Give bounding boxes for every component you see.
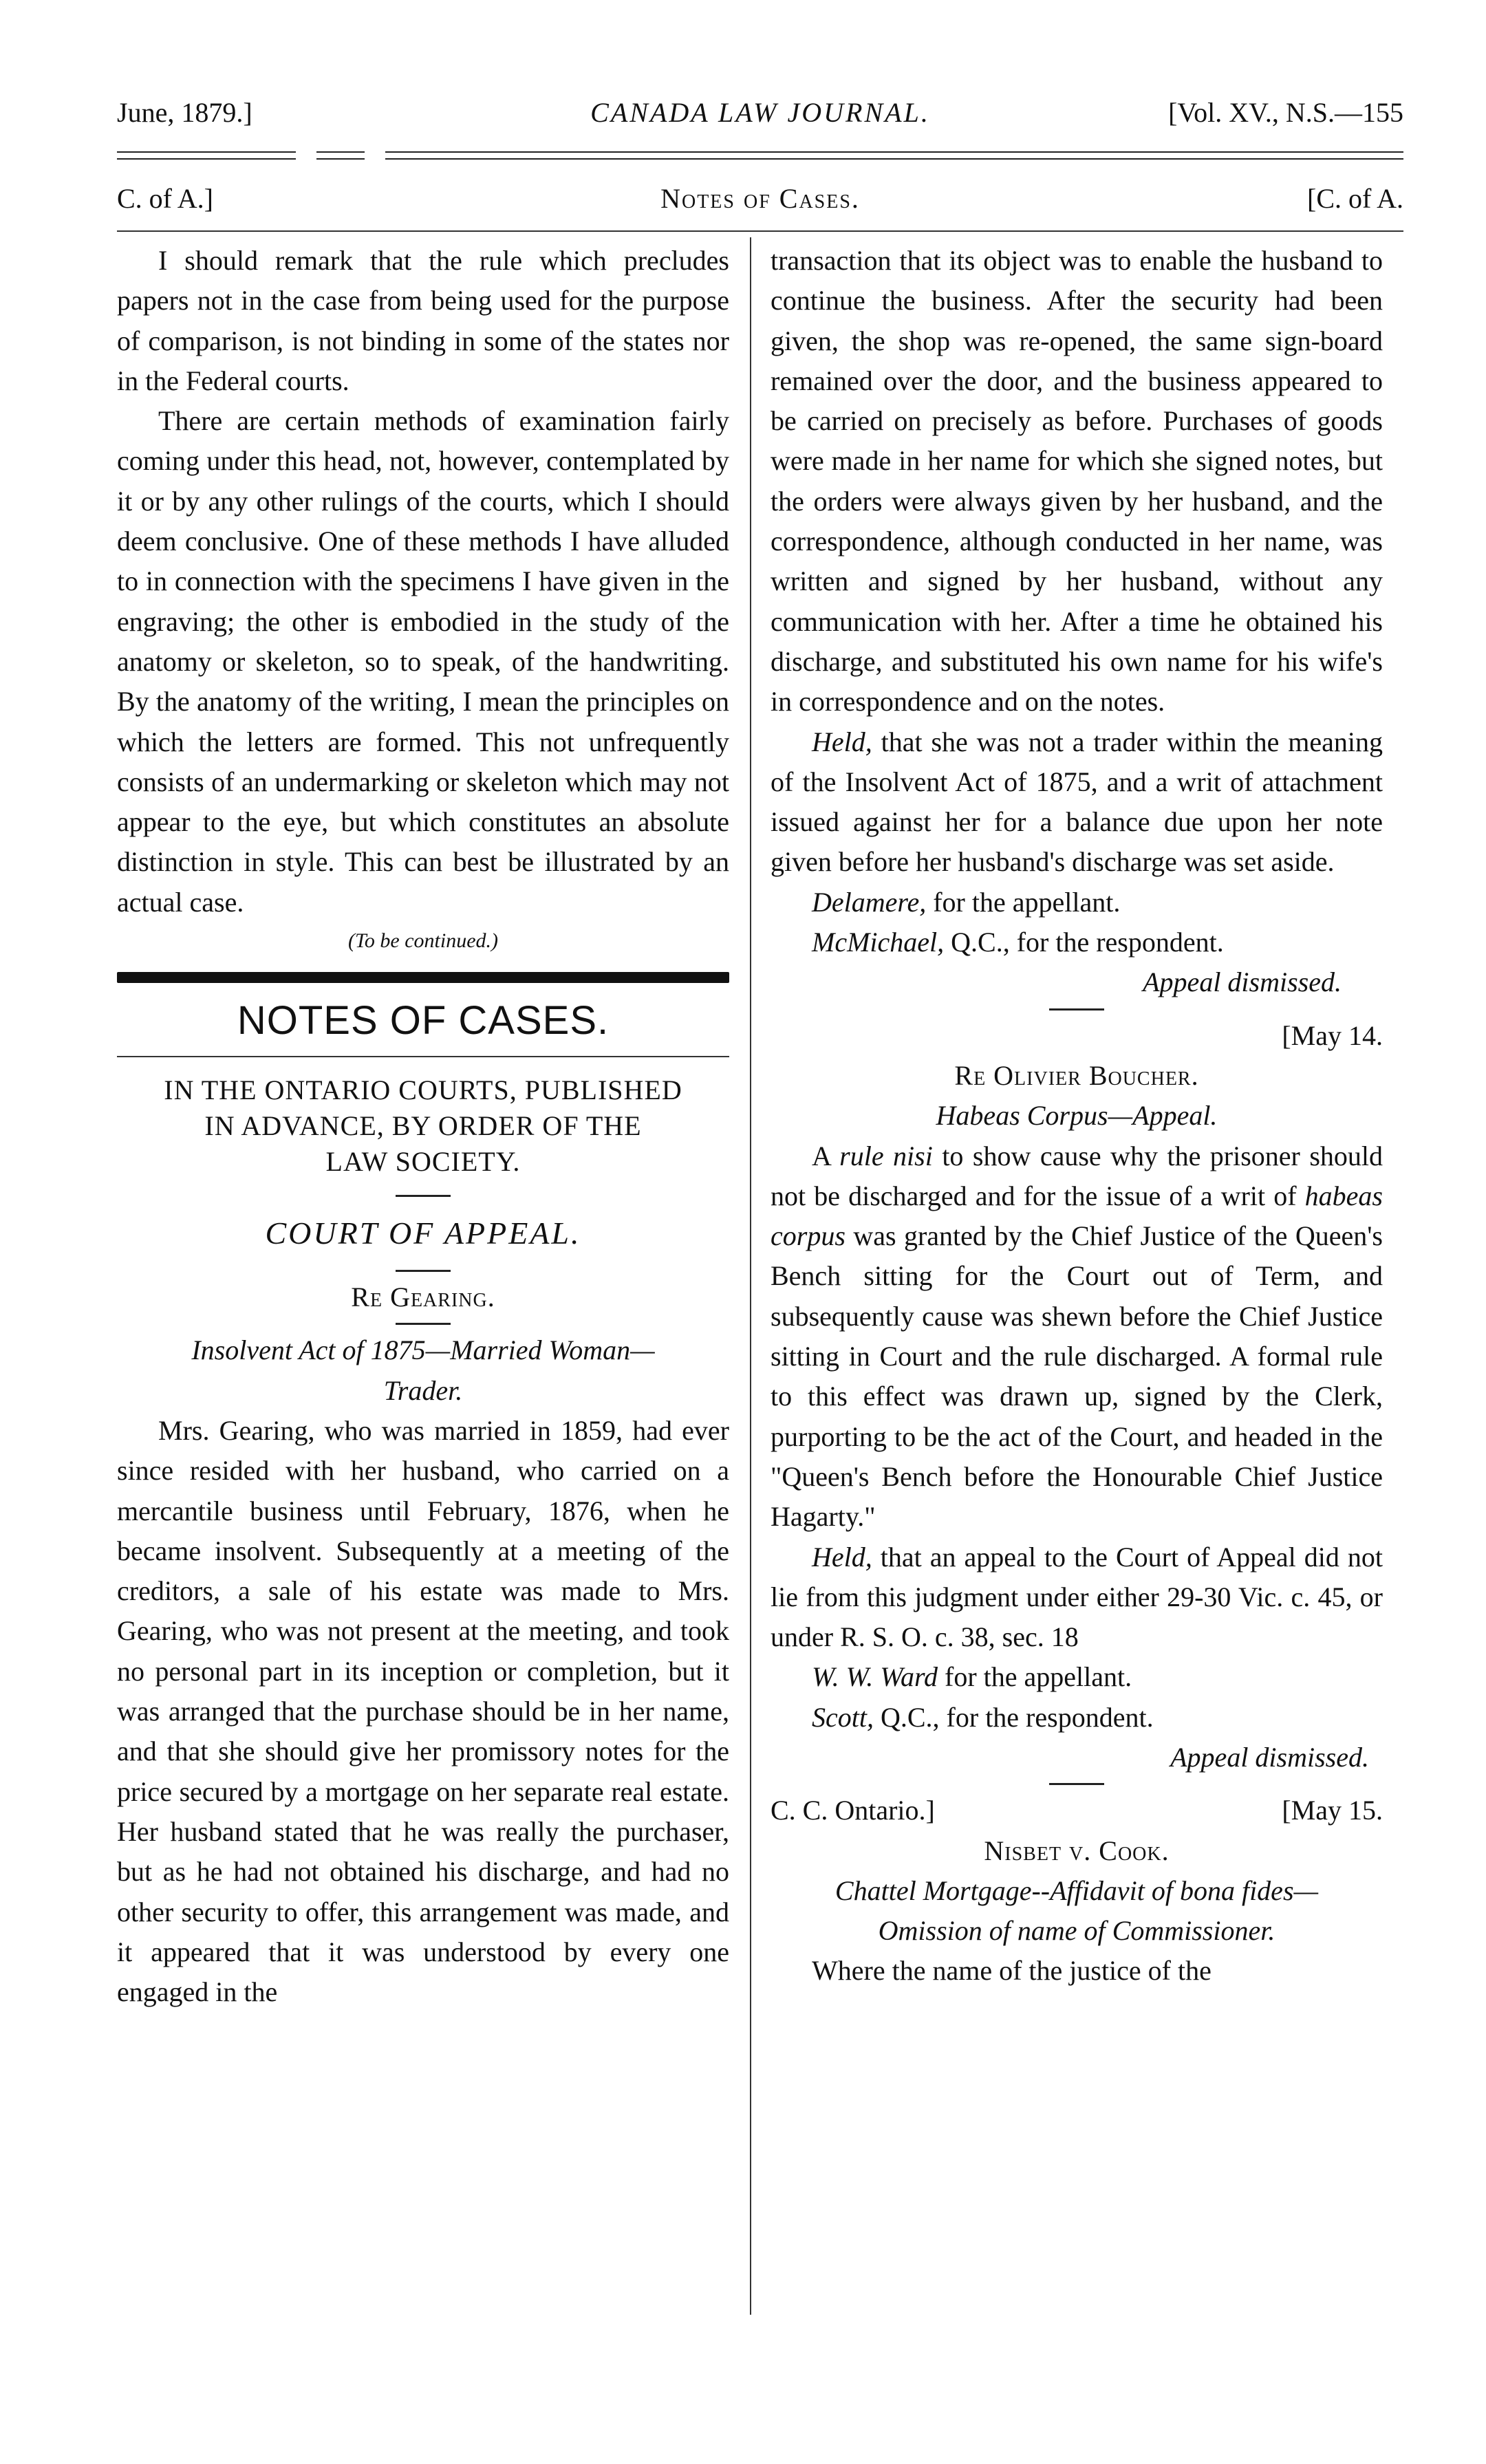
court-right: [C. of A. [1307, 183, 1403, 214]
court-left: C. of A.] [117, 183, 213, 214]
held-label: Held, [812, 726, 872, 757]
case-subject: Trader. [383, 1374, 463, 1406]
section-title: Notes of Cases. [660, 183, 860, 214]
case-result: Appeal dismissed. [1143, 966, 1342, 998]
paragraph: I should remark that the rule which precludes papers not in the case from being used for the purpose of comparison, is not binding in some of the states nor in the Federal courts. [117, 245, 729, 396]
journal-page [117, 62, 1403, 2428]
section-header [117, 182, 1403, 224]
short-rule [396, 1323, 451, 1325]
court-heading: COURT OF APPEAL. [265, 1215, 581, 1251]
case-subject: Habeas Corpus—Appeal. [936, 1100, 1218, 1132]
case-subject: Chattel Mortgage--Affidavit of bona fides— [834, 1874, 1319, 1906]
counsel-line: W. W. Ward for the appellant. [812, 1661, 1132, 1693]
right-column [771, 241, 1383, 1991]
counsel-line: Delamere, for the appellant. [812, 886, 1121, 918]
case-court: C. C. Ontario.] [771, 1795, 935, 1826]
paragraph: A rule nisi to show cause why the prisoner should not be discharged and for the issue of a writ of habeas corpus was granted by the Chief Justice of the Queen's Bench sitting for the Court out of Term, and subsequently cause was shewn before the Chief Justice sitting in Court and the rule discharged. A formal rule to this effect was drawn up, signed by the Clerk, purporting to be the act of the Court, and headed in the "Queen's Bench before the Honourable Chief Justice Hagarty." [771, 1140, 1383, 1533]
short-rule [396, 1270, 451, 1272]
case-title: Nisbet v. Cook. [984, 1835, 1170, 1866]
journal-title: CANADA LAW JOURNAL. [590, 97, 930, 128]
header-rule-left [117, 151, 296, 160]
notes-subtitle-line: IN ADVANCE, BY ORDER OF THE [204, 1110, 642, 1142]
header-rule-right [385, 151, 1403, 160]
paragraph: transaction that its object was to enable the husband to continue the business. After the security had been given, the shop was re-opened, the same sign-board remained over the door, and the business appeared to be carried on precisely as before. Purchases of goods were made in her name for which she signed notes, but the orders were always given by her husband, and the correspondence, although conducted in her name, was written and signed by her husband, without any communication with her. After a time he obtained his discharge, and substituted his own name for his wife's in correspondence and on the notes. [771, 245, 1383, 717]
running-header [117, 96, 1403, 144]
heavy-rule [117, 972, 729, 983]
volume-page: [Vol. XV., N.S.—155 [1168, 97, 1403, 128]
issue-date: June, 1879.] [117, 97, 252, 128]
counsel-line: Scott, Q.C., for the respondent. [812, 1701, 1154, 1733]
case-title: Re Olivier Boucher. [954, 1059, 1199, 1091]
short-rule [396, 1195, 451, 1197]
paragraph: Mrs. Gearing, who was married in 1859, had ever since resided with her husband, who carried on a mercantile business until February, 1876, when he became insolvent. Subsequently at a meeting of the creditors, a sale of his estate was made to Mrs. Gearing, who was not present at the meeting, and took no personal part in its inception or completion, but it was arranged that the purchase should be in her name, and that she should give her promissory notes for the price secured by a mortgage on her separate real estate. Her husband stated that he was really the purchaser, but as he had not obtained his discharge, and had no other security to offer, this arrangement was made, and it appeared that it was understood by every one engaged in the [117, 1414, 729, 2008]
paragraph: Where the name of the justice of the [812, 1955, 1212, 1987]
header-rule-mid [316, 151, 365, 160]
short-rule [1049, 1008, 1104, 1011]
case-result: Appeal dismissed. [1170, 1741, 1369, 1773]
notes-of-cases-title: NOTES OF CASES. [237, 998, 610, 1044]
notes-subtitle-line: IN THE ONTARIO COURTS, PUBLISHED [164, 1074, 682, 1106]
case-date: [May 15. [1282, 1795, 1383, 1826]
case-subject: Insolvent Act of 1875—Married Woman— [191, 1334, 655, 1366]
section-rule [117, 230, 1403, 232]
holding: Held, that she was not a trader within the meaning of the Insolvent Act of 1875, and a writ of attachment issued against her for a balance due upon her note given before her husband's discharge was set aside. [771, 726, 1383, 878]
paragraph: There are certain methods of examination fairly coming under this head, not, however, contemplated by it or by any other rulings of the courts, which I should deem conclusive. One of these methods I have alluded to in connection with the specimens I have given in the engraving; the other is embodied in the study of the anatomy or skeleton, so to speak, of the handwriting. By the anatomy of the writing, I mean the principles on which the letters are formed. This not unfrequently consists of an undermarking or skeleton which may not appear to the eye, but which constitutes an absolute distinction in style. This can best be illustrated by an actual case. [117, 405, 729, 918]
case-subject: Omission of name of Commissioner. [878, 1915, 1275, 1947]
counsel-line: McMichael, Q.C., for the respondent. [812, 927, 1224, 958]
holding: Held, that an appeal to the Court of Appeal did not lie from this judgment under either 29-30 Vic. c. 45, or under R. S. O. c. 38, sec. 18 [771, 1541, 1383, 1653]
case-title: Re Gearing. [351, 1282, 495, 1313]
case-court-line [771, 1791, 1383, 1830]
left-column [117, 241, 729, 2012]
notes-subtitle-line: LAW SOCIETY. [325, 1146, 521, 1178]
short-rule [1049, 1783, 1104, 1785]
column-divider [750, 237, 751, 2315]
continued-note: (To be continued.) [347, 929, 499, 953]
case-date: [May 14. [1282, 1019, 1383, 1051]
